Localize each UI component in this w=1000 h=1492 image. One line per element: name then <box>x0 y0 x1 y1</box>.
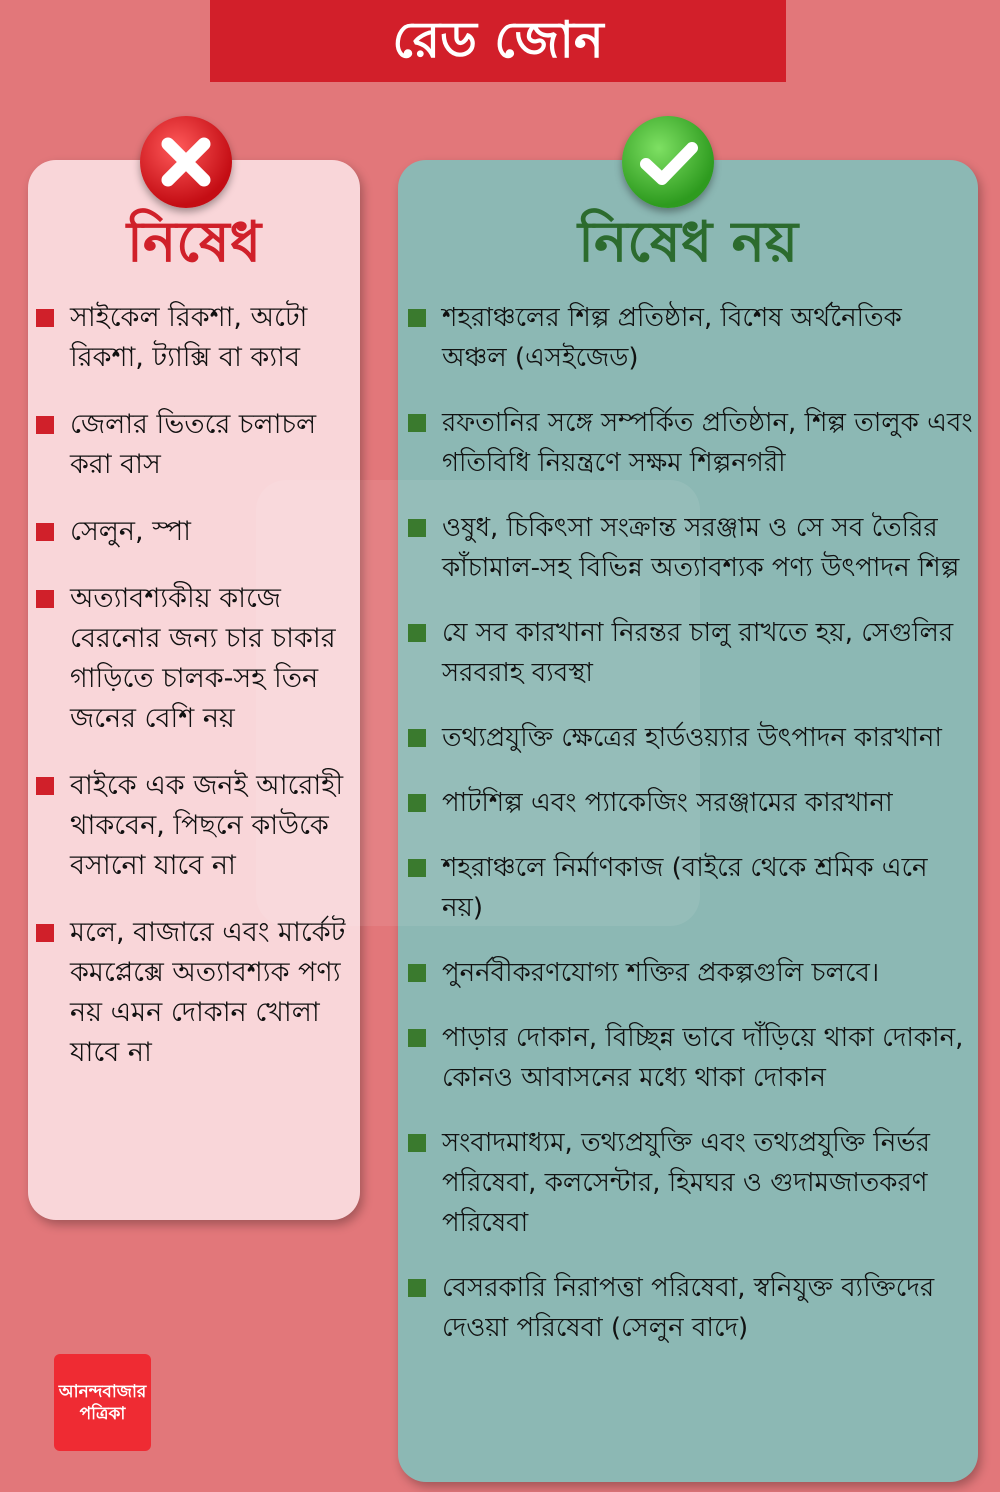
list-item-text: পাটশিল্প এবং প্যাকেজিং সরঞ্জামের কারখানা <box>442 788 893 818</box>
list-item <box>408 1268 974 1348</box>
bullet-square-icon <box>408 624 426 642</box>
allowed-list <box>408 298 974 1373</box>
list-item <box>408 403 974 483</box>
bullet-square-icon <box>36 416 54 434</box>
bullet-square-icon <box>408 414 426 432</box>
bullet-square-icon <box>36 590 54 608</box>
bullet-square-icon <box>408 729 426 747</box>
list-item <box>36 512 348 552</box>
cross-icon <box>140 116 232 208</box>
list-item-text: ওষুধ, চিকিৎসা সংক্রান্ত সরঞ্জাম ও সে সব তৈরির কাঁচামাল-সহ বিভিন্ন অত্যাবশ্যক পণ্য উৎপাদন শিল্প <box>442 513 960 583</box>
title-banner <box>210 0 786 82</box>
list-item <box>36 766 348 886</box>
list-item-text: জেলার ভিতরে চলাচল করা বাস <box>70 409 317 480</box>
logo-line-1: আনন্দবাজার <box>58 1381 147 1402</box>
list-item <box>408 953 974 993</box>
list-item <box>408 508 974 588</box>
list-item <box>36 298 348 378</box>
list-item <box>408 718 974 758</box>
list-item <box>408 783 974 823</box>
bullet-square-icon <box>36 777 54 795</box>
bullet-square-icon <box>36 924 54 942</box>
list-item <box>36 405 348 485</box>
bullet-square-icon <box>36 309 54 327</box>
list-item-text: তথ্যপ্রযুক্তি ক্ষেত্রের হার্ডওয়্যার উৎপাদন কারখানা <box>442 723 942 753</box>
list-item <box>408 298 974 378</box>
list-item-text: শহরাঞ্চলে নির্মাণকাজ (বাইরে থেকে শ্রমিক এনে নয়) <box>442 853 928 923</box>
list-item-text: যে সব কারখানা নিরন্তর চালু রাখতে হয়, সেগুলির সরবরাহ ব্যবস্থা <box>442 618 954 688</box>
bullet-square-icon <box>408 1029 426 1047</box>
bullet-square-icon <box>36 523 54 541</box>
list-item <box>408 613 974 693</box>
list-item <box>408 1018 974 1098</box>
page-title: রেড জোন <box>392 11 604 69</box>
check-icon <box>622 116 714 208</box>
list-item-text: সাইকেল রিকশা, অটো রিকশা, ট্যাক্সি বা ক্যাব <box>70 302 308 373</box>
list-item-text: পুনর্নবীকরণযোগ্য শক্তির প্রকল্পগুলি চলবে। <box>442 958 880 988</box>
list-item-text: সেলুন, স্পা <box>70 516 191 547</box>
list-item <box>408 1123 974 1243</box>
list-item-text: শহরাঞ্চলের শিল্প প্রতিষ্ঠান, বিশেষ অর্থনৈতিক অঞ্চল (এসইজেড) <box>442 303 902 373</box>
list-item-text: বাইকে এক জনই আরোহী থাকবেন, পিছনে কাউকে বসানো যাবে না <box>70 770 344 881</box>
list-item-text: বেসরকারি নিরাপত্তা পরিষেবা, স্বনিযুক্ত ব্যক্তিদের দেওয়া পরিষেবা (সেলুন বাদে) <box>442 1273 935 1343</box>
prohibited-list <box>36 298 348 1100</box>
bullet-square-icon <box>408 309 426 327</box>
list-item <box>408 848 974 928</box>
logo-line-2: পত্রিকা <box>79 1403 126 1424</box>
prohibited-heading: নিষেধ <box>126 210 262 275</box>
bullet-square-icon <box>408 1134 426 1152</box>
bullet-square-icon <box>408 964 426 982</box>
list-item <box>36 913 348 1073</box>
bullet-square-icon <box>408 859 426 877</box>
list-item-text: মলে, বাজারে এবং মার্কেট কমপ্লেক্সে অত্যাবশ্যক পণ্য নয় এমন দোকান খোলা যাবে না <box>70 917 346 1068</box>
bullet-square-icon <box>408 1279 426 1297</box>
list-item <box>36 579 348 739</box>
allowed-heading: নিষেধ নয় <box>577 210 799 275</box>
anandabazar-logo <box>54 1354 151 1451</box>
bullet-square-icon <box>408 794 426 812</box>
list-item-text: সংবাদমাধ্যম, তথ্যপ্রযুক্তি এবং তথ্যপ্রযুক্তি নির্ভর পরিষেবা, কলসেন্টার, হিমঘর ও গুদামজাতকরণ পরিষেবা <box>442 1128 930 1238</box>
list-item-text: রফতানির সঙ্গে সম্পর্কিত প্রতিষ্ঠান, শিল্প তালুক এবং গতিবিধি নিয়ন্ত্রণে সক্ষম শিল্পনগরী <box>442 408 973 478</box>
bullet-square-icon <box>408 519 426 537</box>
list-item-text: অত্যাবশ্যকীয় কাজে বেরনোর জন্য চার চাকার গাড়িতে চালক-সহ তিন জনের বেশি নয় <box>70 583 336 734</box>
list-item-text: পাড়ার দোকান, বিচ্ছিন্ন ভাবে দাঁড়িয়ে থাকা দোকান, কোনও আবাসনের মধ্যে থাকা দোকান <box>442 1023 964 1093</box>
